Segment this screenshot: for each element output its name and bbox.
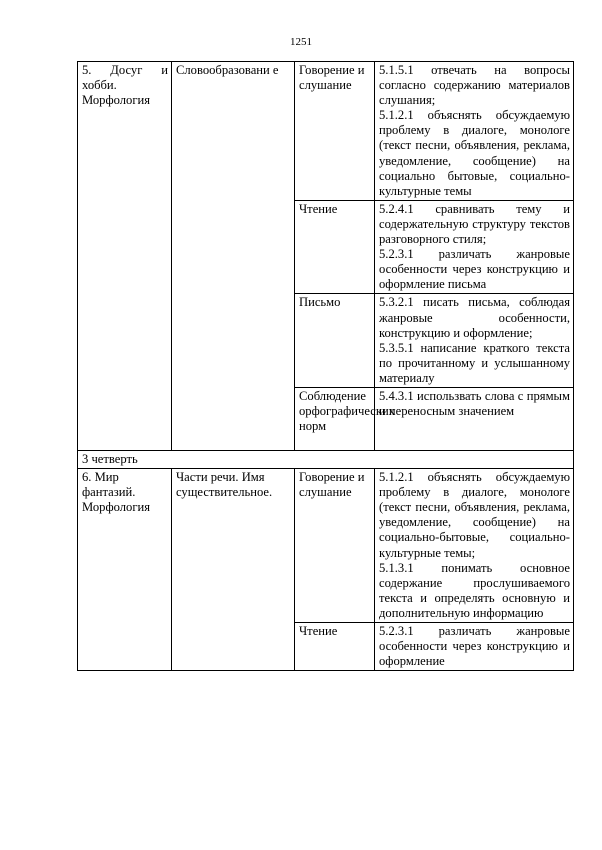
skill-cell: Соблюдение орфографических норм	[295, 387, 375, 450]
objectives-cell	[375, 469, 574, 623]
grammar-cell: Словообразовани е	[172, 62, 295, 451]
objective-text: 5.3.5.1 написание краткого текста по прочитанному и услышанному материалу	[379, 340, 570, 385]
table-row	[78, 62, 574, 201]
objective-text: 5.1.3.1 понимать основное содержание прослушиваемого текста и определять основную и дополнительную информацию	[379, 560, 570, 620]
objective-text: 5.1.5.1 отвечать на вопросы согласно содержанию материалов слушания;	[379, 63, 570, 108]
objective-text: 5.1.2.1 объяснять обсуждаемую проблему в диалоге, монологе (текст песни, объявления, реклама, уведомление, сообщение) на социально-бытовые, социально-культурные темы;	[379, 470, 570, 560]
objectives-cell	[375, 200, 574, 294]
objective-text: 5.2.3.1 различать жанровые особенности через конструкцию и оформление	[379, 624, 570, 669]
objective-text: 5.3.2.1 писать письма, соблюдая жанровые особенности, конструкцию и оформление;	[379, 295, 570, 340]
skill-cell: Говорение и слушание	[295, 469, 375, 623]
skill-cell: Говорение и слушание	[295, 62, 375, 201]
quarter-row	[78, 450, 574, 468]
skill-cell: Чтение	[295, 200, 375, 294]
objective-text: 5.2.4.1 сравнивать тему и содержательную структуру текстов разговорного стиля;	[379, 201, 570, 247]
quarter-label: 3 четверть	[78, 450, 574, 468]
objectives-cell	[375, 623, 574, 671]
objective-text: 5.1.2.1 объяснять обсуждаемую проблему в диалоге, монологе (текст песни, объявления, реклама, уведомление, сообщение) на социально бытовые, социально-культурные темы	[379, 108, 570, 198]
objectives-cell	[375, 62, 574, 201]
skill-cell: Письмо	[295, 294, 375, 388]
curriculum-table	[77, 61, 574, 671]
grammar-cell: Части речи. Имя существительное.	[172, 469, 295, 671]
objectives-cell	[375, 387, 574, 450]
table-row	[78, 469, 574, 623]
page-number: 1251	[290, 36, 312, 48]
skill-cell: Чтение	[295, 623, 375, 671]
theme-cell: 5. Досуг и хобби. Морфология	[78, 62, 172, 451]
objective-text: 5.2.3.1 различать жанровые особенности через конструкцию и оформление письма	[379, 247, 570, 292]
theme-cell: 6. Мир фантазий. Морфология	[78, 469, 172, 671]
objectives-cell	[375, 294, 574, 388]
objective-text: 5.4.3.1 использвать слова с прямым и переносным значением	[379, 388, 570, 419]
